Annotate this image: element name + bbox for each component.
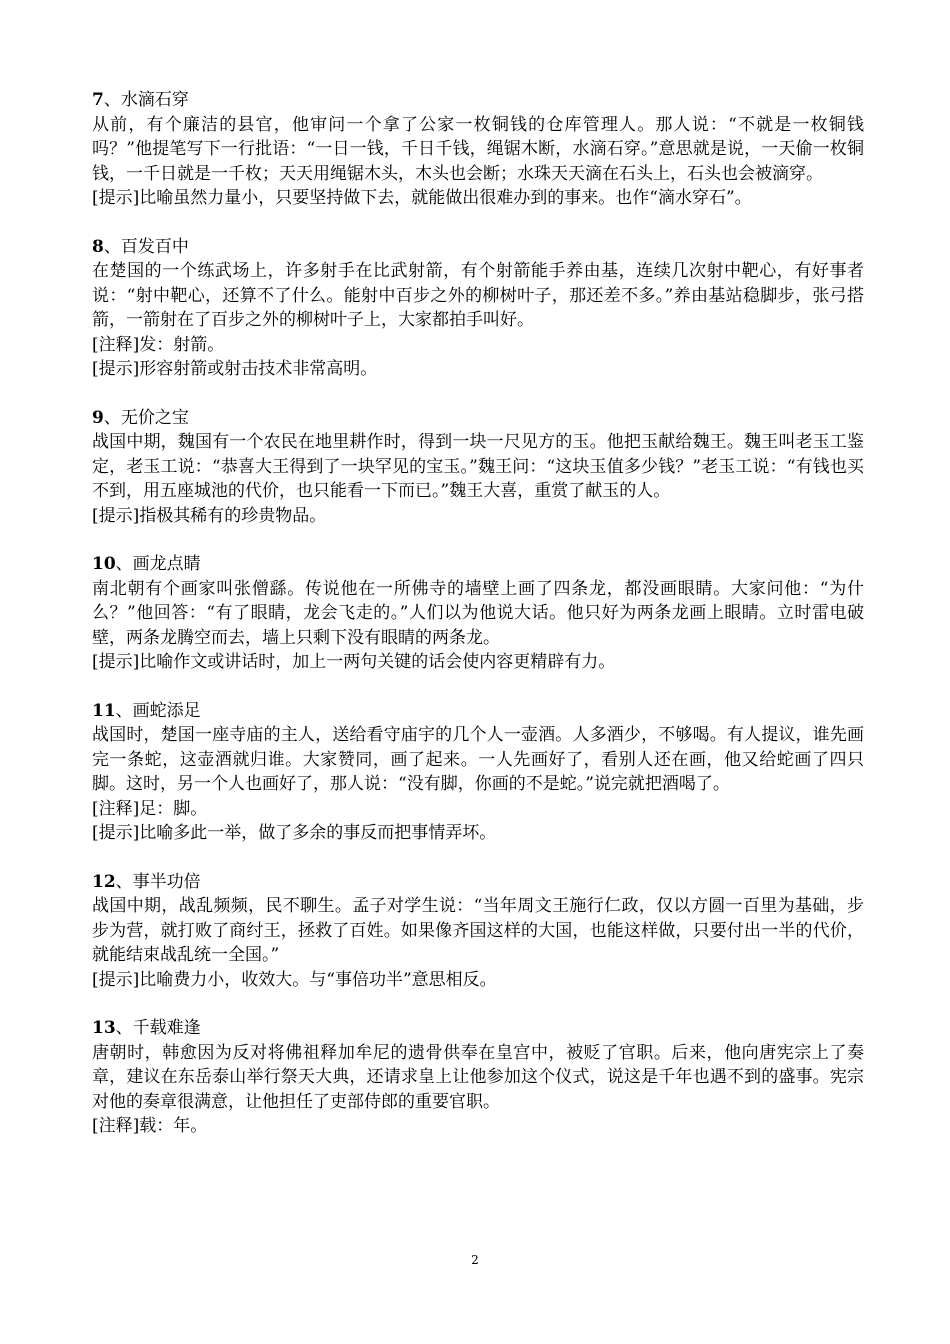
entry-hint: [提示]比喻虽然力量小，只要坚持做下去，就能做出很难办到的事来。也作“滴水穿石”。 — [92, 188, 752, 208]
entry-title — [92, 699, 864, 724]
entry-number: 10 — [92, 554, 116, 574]
entry-story: 战国中期，魏国有一个农民在地里耕作时，得到一块一尺见方的玉。他把玉献给魏王。魏王叫老玉工鉴定，老玉工说：“恭喜大王得到了一块罕见的宝玉。”魏王问：“这块玉值多少钱？”老玉工说：“有钱也买不到，用五座城池的代价，也只能看一下而已。”魏王大喜，重赏了献玉的人。 — [92, 432, 864, 501]
entry-annotation: [注释]发：射箭。 — [92, 334, 225, 355]
entry-title — [92, 88, 864, 113]
entry-annotation: [注释]载：年。 — [92, 1116, 208, 1136]
entry-heading: 、无价之宝 — [103, 407, 189, 428]
idiom-entry-9 — [92, 406, 864, 529]
entry-heading: 、千载难逢 — [115, 1018, 201, 1038]
entry-number: 12 — [92, 871, 116, 892]
entry-title — [92, 1016, 864, 1041]
entry-title — [92, 235, 864, 260]
idiom-entry-10 — [92, 552, 864, 675]
entry-heading: 、水滴石穿 — [103, 90, 189, 110]
entry-hint: [提示]形容射箭或射击技术非常高明。 — [92, 359, 378, 379]
entry-heading: 、事半功倍 — [115, 871, 201, 892]
entry-number: 13 — [92, 1018, 116, 1038]
entry-hint: [提示]比喻多此一举，做了多余的事反而把事情弄坏。 — [92, 823, 497, 843]
idiom-entry-12 — [92, 870, 864, 993]
entry-story: 战国时，楚国一座寺庙的主人，送给看守庙宇的几个人一壶酒。人多酒少，不够喝。有人提议，谁先画完一条蛇，这壶酒就归谁。大家赞同，画了起来。一人先画好了，看别人还在画，他又给蛇画了四只脚。这时，另一个人也画好了，那人说：“没有脚，你画的不是蛇。”说完就把酒喝了。 — [92, 725, 864, 794]
document-body — [92, 88, 864, 1163]
entry-heading: 、画龙点睛 — [115, 554, 201, 574]
idiom-entry-11 — [92, 699, 864, 846]
entry-hint: [提示]比喻费力小，收效大。与“事倍功半”意思相反。 — [92, 969, 497, 990]
entry-heading: 、百发百中 — [103, 236, 189, 257]
entry-number: 11 — [92, 700, 116, 721]
entry-story: 战国中期，战乱频频，民不聊生。孟子对学生说：“当年周文王施行仁政，仅以方圆一百里为基础，步步为营，就打败了商纣王，拯救了百姓。如果像齐国这样的大国，也能这样做，只要付出一半的代价，就能结束战乱统一全国。” — [92, 896, 864, 965]
idiom-entry-8 — [92, 235, 864, 382]
entry-number: 7 — [92, 90, 104, 110]
idiom-entry-7 — [92, 88, 864, 211]
entry-story: 在楚国的一个练武场上，许多射手在比武射箭，有个射箭能手养由基，连续几次射中靶心，有好事者说：“射中靶心，还算不了什么。能射中百步之外的柳树叶子，那还差不多。”养由基站稳脚步，张弓搭箭，一箭射在了百步之外的柳树叶子上，大家都拍手叫好。 — [92, 261, 864, 330]
entry-heading: 、画蛇添足 — [115, 700, 201, 721]
entry-story: 唐朝时，韩愈因为反对将佛祖释加牟尼的遗骨供奉在皇宫中，被贬了官职。后来，他向唐宪宗上了奏章，建议在东岳泰山举行祭天大典，还请求皇上让他参加这个仪式，说这是千年也遇不到的盛事。宪宗对他的奏章很满意，让他担任了吏部侍郎的重要官职。 — [92, 1042, 864, 1112]
entry-number: 8 — [92, 236, 104, 257]
entry-title — [92, 870, 864, 895]
page-number: 2 — [471, 1253, 479, 1267]
entry-story: 南北朝有个画家叫张僧繇。传说他在一所佛寺的墙壁上画了四条龙，都没画眼睛。大家问他：“为什么？”他回答：“有了眼睛，龙会飞走的。”人们以为他说大话。他只好为两条龙画上眼睛。立时雷电破壁，两条龙腾空而去，墙上只剩下没有眼睛的两条龙。 — [92, 578, 864, 648]
entry-title — [92, 406, 864, 431]
entry-story: 从前，有个廉洁的县官，他审问一个拿了公家一枚铜钱的仓库管理人。那人说：“不就是一枚铜钱吗？”他提笔写下一行批语：“一日一钱，千日千钱，绳锯木断，水滴石穿。”意思就是说，一天偷一枚铜钱，一千日就是一千枚；天天用绳锯木头，木头也会断；水珠天天滴在石头上，石头也会被滴穿。 — [92, 114, 864, 184]
idiom-entry-13 — [92, 1016, 864, 1139]
entry-title — [92, 552, 864, 577]
entry-hint: [提示]比喻作文或讲话时，加上一两句关键的话会使内容更精辟有力。 — [92, 652, 616, 672]
entry-annotation: [注释]足：脚。 — [92, 798, 208, 819]
entry-hint: [提示]指极其稀有的珍贵物品。 — [92, 505, 327, 526]
entry-number: 9 — [92, 407, 104, 428]
